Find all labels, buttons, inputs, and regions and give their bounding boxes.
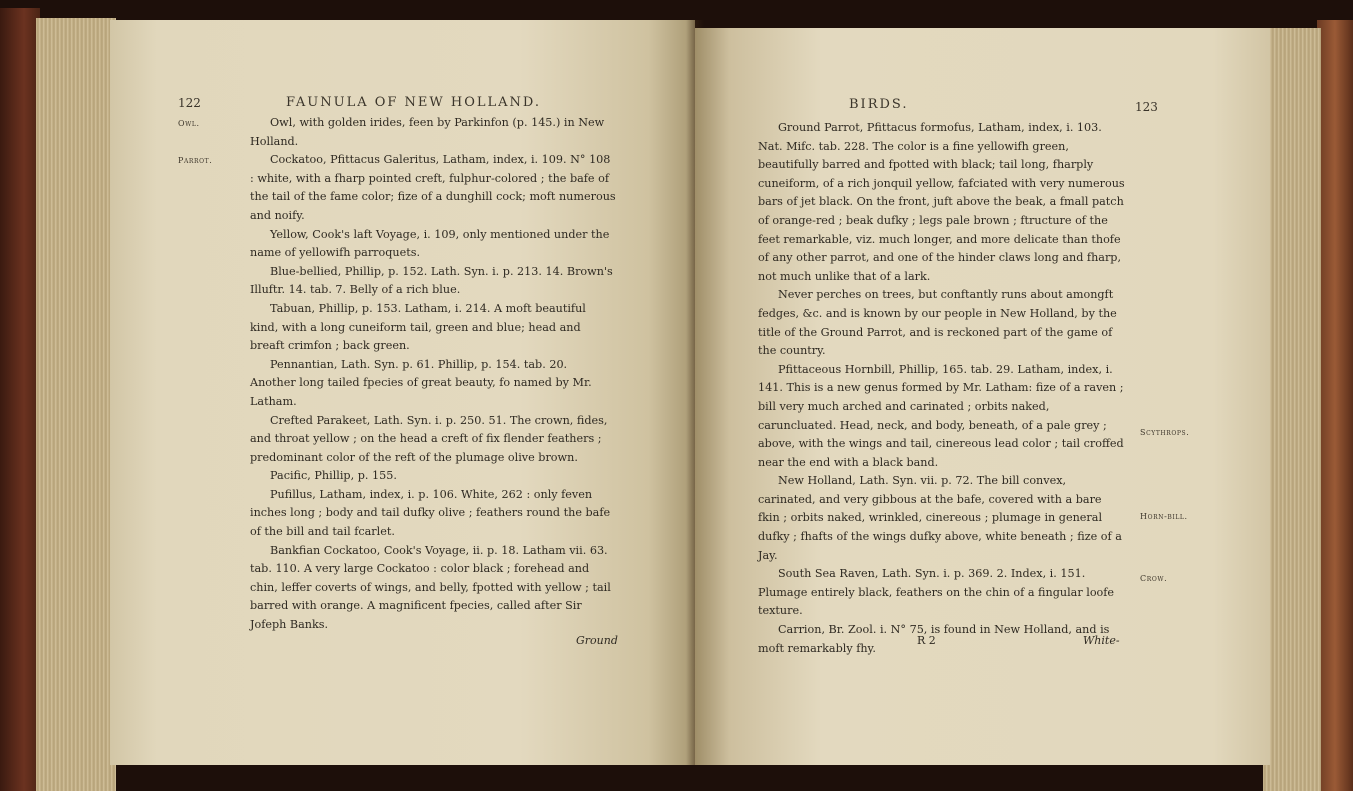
catchword: Ground: [576, 634, 618, 647]
catchword: White-: [1083, 634, 1120, 647]
page-number: 122: [178, 96, 201, 110]
book-cover-right: [1317, 20, 1353, 791]
paragraph: Bankfian Cockatoo, Cook's Voyage, ii. p. 18. Latham vii. 63. tab. 110. A very large Cockatoo : color black ; forehead and chin, leffer coverts of wings, and belly, fpotted with yellow ; tail barred with orange. A magnificent fpecies, called after Sir Jofeph Banks.: [250, 543, 611, 632]
paragraph: Ground Parrot, Pfittacus formofus, Latham, index, i. 103. Nat. Mifc. tab. 228. The color is a fine yellowifh green, beautifully barred and fpotted with black; tail long, fharply cuneiform, of a rich jonquil yellow, fafciated with very numerous bars of jet black. On the front, juft above the beak, a fmall patch of orange-red ; beak dufky ; legs pale brown ; ftructure of the feet remarkable, viz. much longer, and more delicate than thofe of any other parrot, and one of the hinder claws long and fharp, not much unlike that of a lark.: [758, 121, 1125, 283]
left-page-body: [250, 114, 616, 635]
paragraph: Pennantian, Lath. Syn. p. 61. Phillip, p. 154. tab. 20. Another long tailed fpecies of great beauty, fo named by Mr. Latham.: [250, 357, 592, 408]
paragraph: Carrion, Br. Zool. i. N° 75, is found in New Holland, and is moft remarkably fhy.: [758, 623, 1110, 655]
paragraph: Pacific, Phillip, p. 155.: [270, 469, 397, 483]
page-edges-right: [1263, 28, 1321, 791]
margin-note-owl: Owl.: [178, 119, 200, 128]
paragraph: Tabuan, Phillip, p. 153. Latham, i. 214. A moft beautiful kind, with a long cuneiform tail, green and blue; head and breaft crimfon ; back green.: [250, 301, 586, 353]
page-number: 123: [1135, 100, 1158, 114]
paragraph: Blue-bellied, Phillip, p. 152. Lath. Syn. i. p. 213. 14. Brown's Illuftr. 14. tab. 7. Belly of a rich blue.: [250, 264, 613, 297]
right-page: [695, 28, 1270, 765]
book-cover-left: [0, 8, 40, 791]
signature-mark: R 2: [917, 634, 936, 647]
paragraph: New Holland, Lath. Syn. vii. p. 72. The bill convex, carinated, and very gibbous at the bafe, covered with a bare fkin ; orbits naked, wrinkled, cinereous ; plumage in general dufky ; fhafts of the wings dufky above, white beneath ; fize of a Jay.: [758, 474, 1122, 562]
paragraph: Pufillus, Latham, index, i. p. 106. White, 262 : only feven inches long ; body and tail dufky olive ; feathers round the bafe of the bill and tail fcarlet.: [250, 487, 611, 539]
running-head: BIRDS.: [849, 97, 909, 112]
margin-note-hornbill: Horn-bill.: [1140, 512, 1188, 521]
paragraph: South Sea Raven, Lath. Syn. i. p. 369. 2. Index, i. 151. Plumage entirely black, feathers on the chin of a fingular loofe texture.: [758, 567, 1115, 618]
margin-note-parrot: Parrot.: [178, 156, 213, 165]
paragraph: Yellow, Cook's laft Voyage, i. 109, only mentioned under the name of yellowifh parroquets.: [250, 227, 610, 260]
paragraph: Pfittaceous Hornbill, Phillip, 165. tab. 29. Latham, index, i. 141. This is a new genus formed by Mr. Latham: fize of a raven ; bill very much arched and carinated ; orbits naked, caruncluated. Head, neck, and body, beneath, of a pale grey ; above, with the wings and tail, cinereous lead color ; tail croffed near the end with a black band.: [758, 362, 1124, 469]
right-page-body: [758, 119, 1125, 658]
running-head: FAUNULA OF NEW HOLLAND.: [286, 95, 542, 110]
paragraph: Crefted Parakeet, Lath. Syn. i. p. 250. 51. The crown, fides, and throat yellow ; on the head a creft of fix flender feathers ; predominant color of the reft of the plumage olive brown.: [250, 413, 608, 464]
paragraph: Owl, with golden irides, feen by Parkinfon (p. 145.) in New Holland.: [250, 116, 605, 148]
margin-note-scythrops: Scythrops.: [1140, 428, 1190, 437]
margin-note-crow: Crow.: [1140, 574, 1168, 583]
paragraph: Never perches on trees, but conftantly runs about amongft fedges, &c. and is known by our people in New Holland, by the title of the Ground Parrot, and is reckoned part of the game of the country.: [758, 288, 1117, 358]
paragraph: Cockatoo, Pfittacus Galeritus, Latham, index, i. 109. N° 108 : white, with a fharp pointed creft, fulphur-colored ; the bafe of the tail of the fame color; fize of a dunghill cock; moft numerous and noify.: [250, 153, 616, 222]
left-page: [110, 20, 695, 765]
page-edges-left: [36, 18, 116, 791]
